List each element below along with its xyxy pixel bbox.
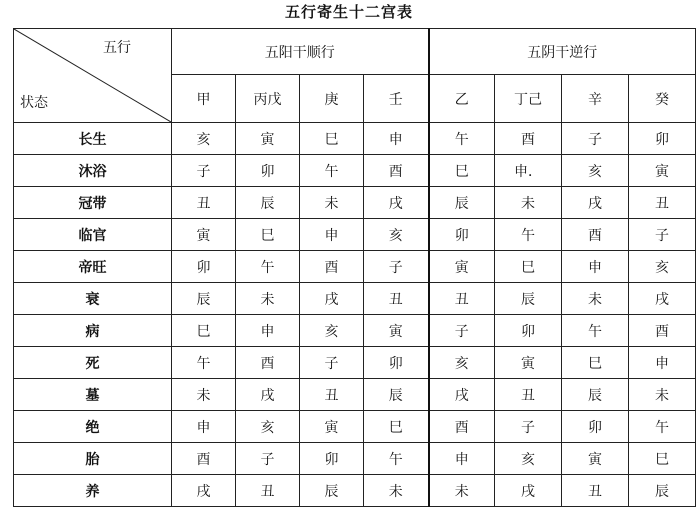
branch-cell: 丑 — [364, 283, 429, 315]
branch-cell: 申 — [562, 251, 629, 283]
branch-cell: 酉 — [629, 315, 696, 347]
branch-cell: 亥 — [429, 347, 495, 379]
branch-cell: 辰 — [300, 475, 364, 507]
branch-cell: 卯 — [495, 315, 562, 347]
stem-header: 甲 — [172, 75, 236, 123]
branch-cell: 子 — [629, 219, 696, 251]
branch-cell: 子 — [495, 411, 562, 443]
branch-cell: 寅 — [172, 219, 236, 251]
state-label: 绝 — [14, 411, 172, 443]
branch-cell: 卯 — [562, 411, 629, 443]
branch-cell: 未 — [629, 379, 696, 411]
table-row — [14, 475, 696, 507]
branch-cell: 巳 — [236, 219, 300, 251]
table-row — [14, 219, 696, 251]
branch-cell: 亥 — [562, 155, 629, 187]
branch-cell: 辰 — [562, 379, 629, 411]
state-label: 病 — [14, 315, 172, 347]
branch-cell: 亥 — [495, 443, 562, 475]
state-label: 墓 — [14, 379, 172, 411]
branch-cell: 戌 — [236, 379, 300, 411]
state-label: 长生 — [14, 123, 172, 155]
branch-cell: 酉 — [300, 251, 364, 283]
branch-cell: 寅 — [629, 155, 696, 187]
group-header-yin: 五阴干逆行 — [429, 29, 696, 75]
branch-cell: 子 — [562, 123, 629, 155]
branch-cell: 申 — [172, 411, 236, 443]
branch-cell: 寅 — [495, 347, 562, 379]
state-label: 养 — [14, 475, 172, 507]
table-row — [14, 251, 696, 283]
branch-cell: 丑 — [629, 187, 696, 219]
branch-cell: 卯 — [364, 347, 429, 379]
table-row — [14, 379, 696, 411]
branch-cell: 午 — [172, 347, 236, 379]
branch-cell: 寅 — [300, 411, 364, 443]
stem-header: 丙戊 — [236, 75, 300, 123]
branch-cell: 申 — [300, 219, 364, 251]
branch-cell: 未 — [172, 379, 236, 411]
branch-cell: 辰 — [629, 475, 696, 507]
branch-cell: 亥 — [300, 315, 364, 347]
table-row — [14, 155, 696, 187]
table-row — [14, 187, 696, 219]
branch-cell: 酉 — [364, 155, 429, 187]
branch-cell: 辰 — [429, 187, 495, 219]
branch-cell: 子 — [172, 155, 236, 187]
branch-cell: 酉 — [495, 123, 562, 155]
branch-cell: 酉 — [429, 411, 495, 443]
branch-cell: 亥 — [629, 251, 696, 283]
branch-cell: 未 — [495, 187, 562, 219]
branch-cell: 巳 — [629, 443, 696, 475]
branch-cell: 戌 — [172, 475, 236, 507]
twelve-palaces-table — [13, 28, 696, 507]
branch-cell: 寅 — [364, 315, 429, 347]
table-row — [14, 123, 696, 155]
branch-cell: 未 — [562, 283, 629, 315]
stem-header: 癸 — [629, 75, 696, 123]
branch-cell: 卯 — [429, 219, 495, 251]
state-label: 沐浴 — [14, 155, 172, 187]
branch-cell: 酉 — [236, 347, 300, 379]
table-row — [14, 411, 696, 443]
branch-cell: 戌 — [562, 187, 629, 219]
branch-cell: 巳 — [495, 251, 562, 283]
state-label: 帝旺 — [14, 251, 172, 283]
branch-cell: 巳 — [300, 123, 364, 155]
branch-cell: 未 — [429, 475, 495, 507]
branch-cell: 亥 — [236, 411, 300, 443]
stem-header: 辛 — [562, 75, 629, 123]
branch-cell: 午 — [300, 155, 364, 187]
stem-header: 庚 — [300, 75, 364, 123]
branch-cell: 戌 — [629, 283, 696, 315]
branch-cell: 寅 — [429, 251, 495, 283]
branch-cell: 未 — [300, 187, 364, 219]
corner-header-cell — [14, 29, 172, 123]
stem-header: 乙 — [429, 75, 495, 123]
branch-cell: 亥 — [172, 123, 236, 155]
table-row — [14, 315, 696, 347]
branch-cell: 戌 — [429, 379, 495, 411]
state-label: 胎 — [14, 443, 172, 475]
branch-cell: 子 — [300, 347, 364, 379]
branch-cell: 申 — [629, 347, 696, 379]
branch-cell: 卯 — [300, 443, 364, 475]
corner-row-label: 状态 — [20, 95, 48, 111]
branch-cell: 卯 — [629, 123, 696, 155]
branch-cell: 酉 — [562, 219, 629, 251]
branch-cell: 亥 — [364, 219, 429, 251]
branch-cell: 子 — [236, 443, 300, 475]
stem-header: 丁己 — [495, 75, 562, 123]
branch-cell: 寅 — [562, 443, 629, 475]
table-row — [14, 283, 696, 315]
branch-cell: 申． — [495, 155, 562, 187]
branch-cell: 丑 — [562, 475, 629, 507]
branch-cell: 巳 — [562, 347, 629, 379]
branch-cell: 辰 — [364, 379, 429, 411]
branch-cell: 午 — [429, 123, 495, 155]
branch-cell: 午 — [236, 251, 300, 283]
branch-cell: 巳 — [429, 155, 495, 187]
stem-header: 壬 — [364, 75, 429, 123]
branch-cell: 戌 — [300, 283, 364, 315]
table-title: 五行寄生十二宫表 — [284, 3, 413, 21]
branch-cell: 未 — [364, 475, 429, 507]
corner-column-label: 五行 — [103, 40, 131, 56]
branch-cell: 丑 — [429, 283, 495, 315]
branch-cell: 午 — [562, 315, 629, 347]
table-row — [14, 347, 696, 379]
branch-cell: 午 — [629, 411, 696, 443]
branch-cell: 辰 — [495, 283, 562, 315]
branch-cell: 申 — [364, 123, 429, 155]
state-label: 临官 — [14, 219, 172, 251]
branch-cell: 戌 — [495, 475, 562, 507]
branch-cell: 巳 — [364, 411, 429, 443]
branch-cell: 申 — [236, 315, 300, 347]
branch-cell: 申 — [429, 443, 495, 475]
state-label: 死 — [14, 347, 172, 379]
branch-cell: 未 — [236, 283, 300, 315]
branch-cell: 子 — [429, 315, 495, 347]
branch-cell: 子 — [364, 251, 429, 283]
table-row — [14, 443, 696, 475]
state-label: 冠带 — [14, 187, 172, 219]
branch-cell: 卯 — [236, 155, 300, 187]
branch-cell: 丑 — [236, 475, 300, 507]
branch-cell: 酉 — [172, 443, 236, 475]
group-header-yang: 五阳干顺行 — [172, 29, 429, 75]
state-label: 衰 — [14, 283, 172, 315]
branch-cell: 丑 — [300, 379, 364, 411]
branch-cell: 丑 — [495, 379, 562, 411]
branch-cell: 戌 — [364, 187, 429, 219]
branch-cell: 午 — [364, 443, 429, 475]
branch-cell: 丑 — [172, 187, 236, 219]
branch-cell: 辰 — [172, 283, 236, 315]
branch-cell: 辰 — [236, 187, 300, 219]
branch-cell: 巳 — [172, 315, 236, 347]
branch-cell: 午 — [495, 219, 562, 251]
branch-cell: 卯 — [172, 251, 236, 283]
branch-cell: 寅 — [236, 123, 300, 155]
